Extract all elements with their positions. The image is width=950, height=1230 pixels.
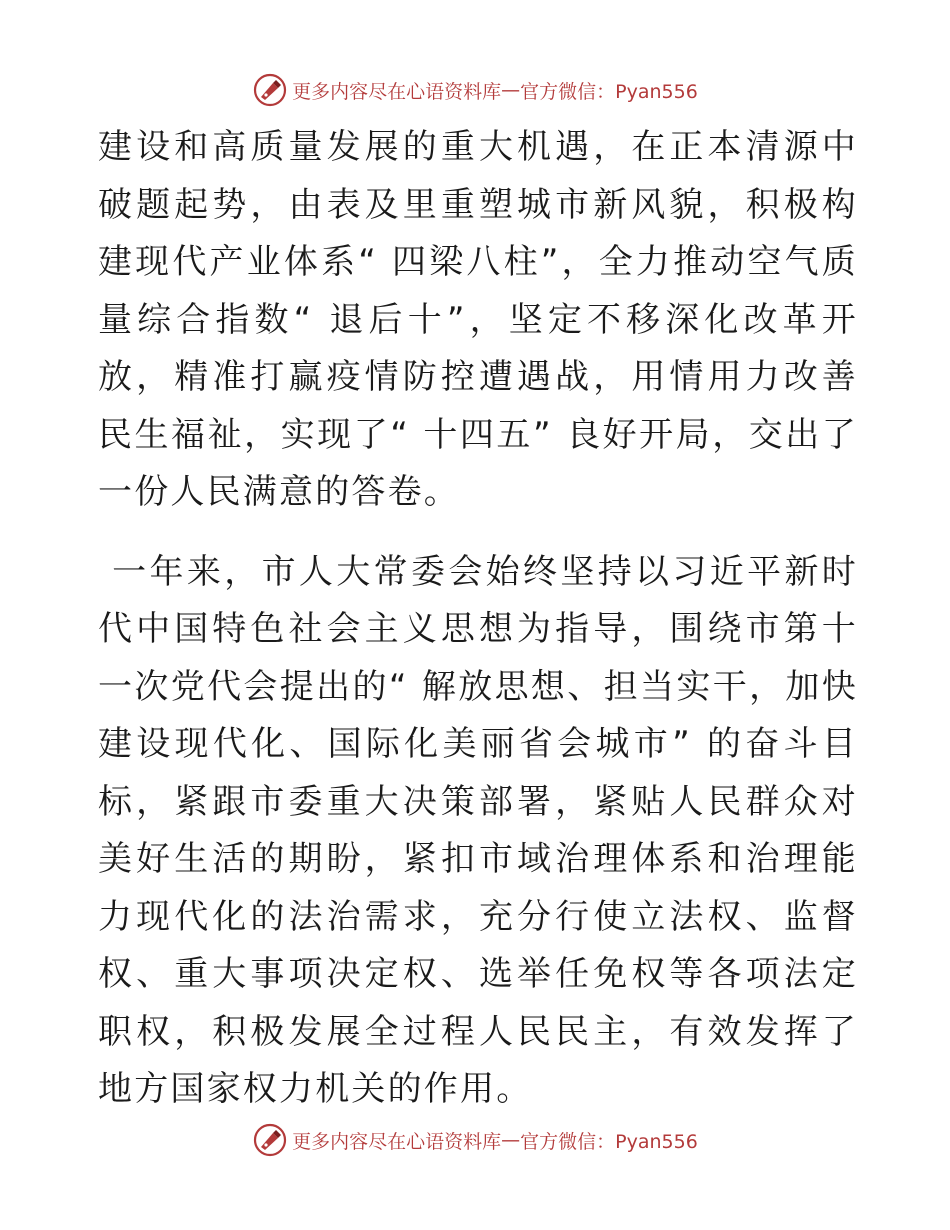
header-watermark-banner (0, 70, 950, 110)
document-body (98, 119, 858, 1119)
footer-watermark-banner (0, 1120, 950, 1160)
pen-nib-logo-icon (252, 72, 288, 108)
footer-site-text: 更多内容尽在心语资料库 (292, 1130, 502, 1153)
footer-separator: — (501, 1129, 521, 1151)
pen-nib-logo-icon (252, 1122, 288, 1158)
header-separator: — (501, 79, 521, 101)
header-site-text: 更多内容尽在心语资料库 (292, 80, 502, 103)
body-paragraph-1: 建设和高质量发展的重大机遇，在正本清源中破题起势，由表及里重塑城市新风貌，积极构建现代产业体系“ 四梁八柱”，全力推动空气质量综合指数“ 退后十”，坚定不移深化改革开放，精准打赢疫情防控遭遇战，用情用力改善民生福祉，实现了“ 十四五” 良好开局，交出了一份人民满意的答卷。 (98, 127, 858, 512)
header-contact-text: 官方微信：Pyan556 (520, 80, 698, 103)
footer-contact-text: 官方微信：Pyan556 (520, 1130, 698, 1153)
body-paragraph-2: 一年来，市人大常委会始终坚持以习近平新时代中国特色社会主义思想为指导，围绕市第十一次党代会提出的“ 解放思想、担当实干，加快建设现代化、国际化美丽省会城市” 的奋斗目标，紧跟市委重大决策部署，紧贴人民群众对美好生活的期盼，紧扣市域治理体系和治理能力现代化的法治需求，充分行使立法权、监督权、重大事项决定权、选举任免权等各项法定职权，积极发展全过程人民民主，有效发挥了地方国家权力机关的作用。 (98, 551, 859, 1109)
